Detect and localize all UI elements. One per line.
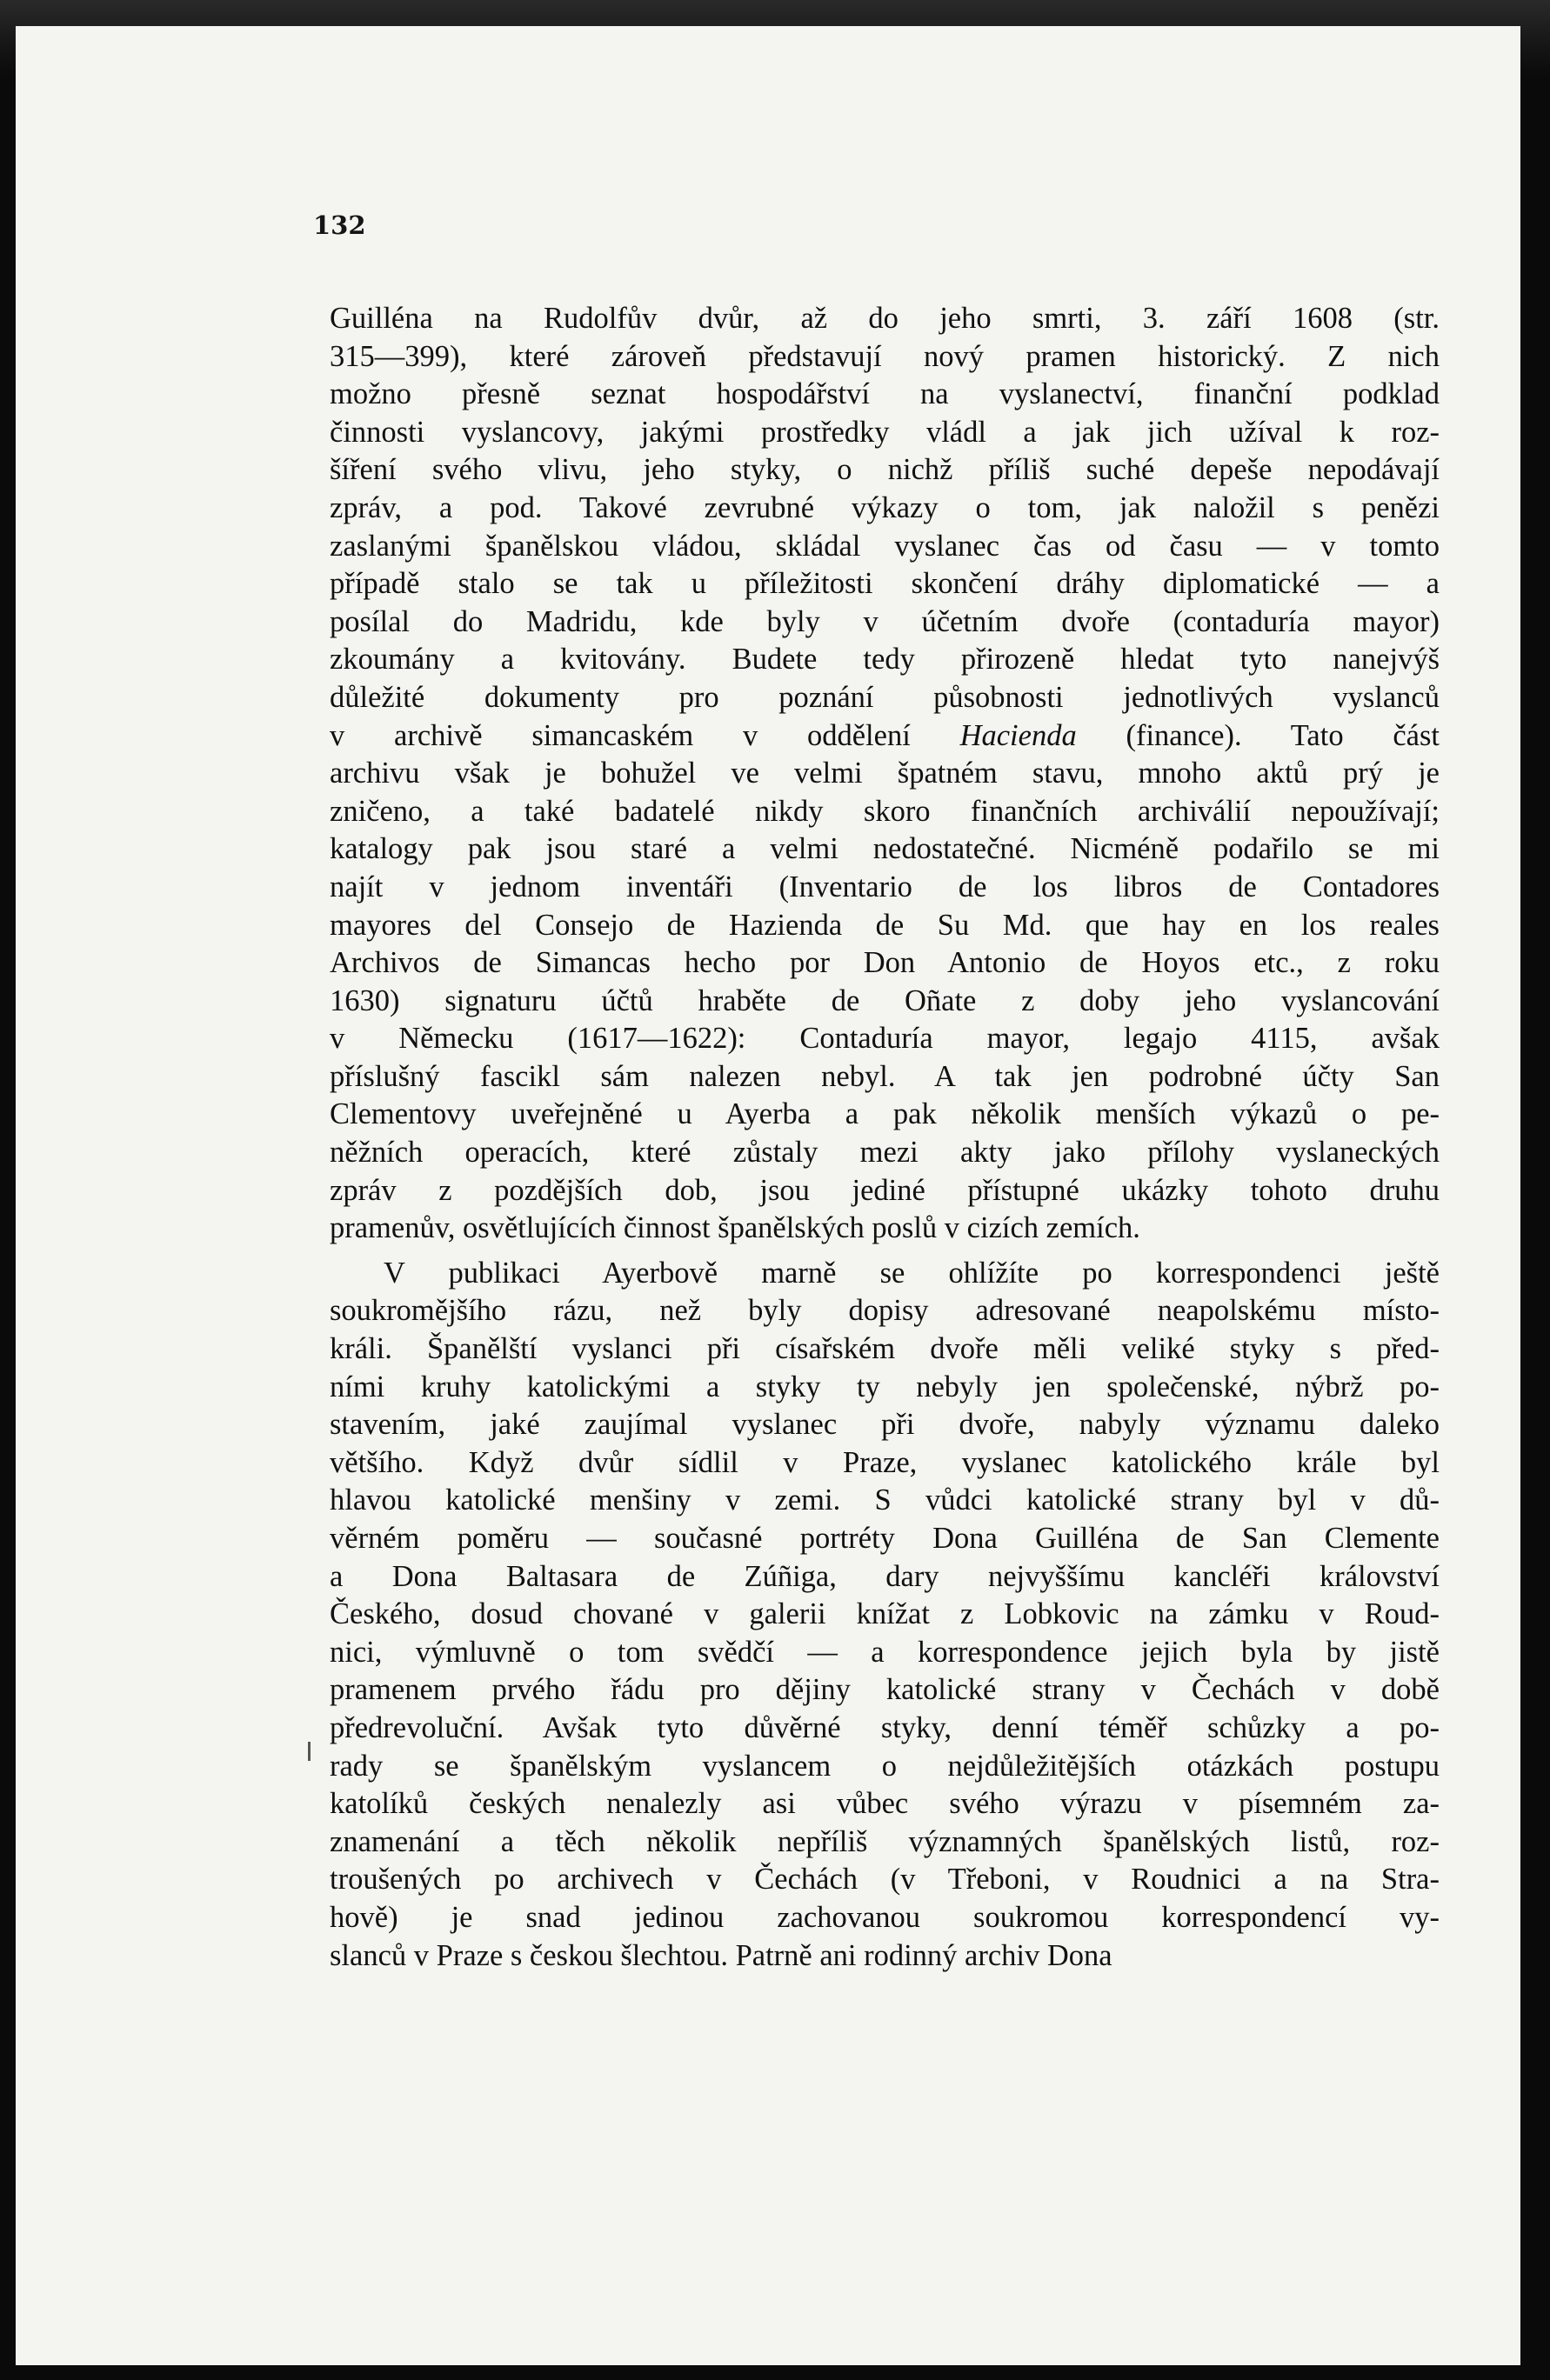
text-line: ními kruhy katolickými a styky ty nebyly jen společenské, nýbrž po- (330, 1370, 1440, 1403)
text-line: většího. Když dvůr sídlil v Praze, vyslanec katolického krále byl (330, 1445, 1440, 1479)
text-line: Guilléna na Rudolfův dvůr, až do jeho smrti, 3. září 1608 (str. (330, 302, 1440, 335)
text-line: šíření svého vlivu, jeho styky, o nichž příliš suché depeše nepodávají (330, 453, 1440, 487)
text-line: stavením, jaké zaujímal vyslanec při dvoře, nabyly významu daleko (330, 1408, 1440, 1442)
text-line: slanců v Praze s českou šlechtou. Patrně ani rodinný archiv Dona (330, 1938, 1112, 1972)
text-line: nici, výmluvně o tom svědčí — a korrespondence jejich byla by jistě (330, 1635, 1440, 1669)
page-number: 132 (313, 210, 366, 240)
paragraph-2 (330, 1255, 1440, 1975)
text-line: archivu však je bohužel ve velmi špatném stavu, mnoho aktů prý je (330, 757, 1440, 790)
text-line: zpráv, a pod. Takové zevrubné výkazy o tom, jak naložil s penězi (330, 490, 1440, 524)
text-line: 1630) signaturu účtů hraběte de Oñate z doby jeho vyslancování (330, 983, 1440, 1017)
text-line: hově) je snad jedinou zachovanou soukromou korrespondencí vy- (330, 1900, 1440, 1934)
text-line: v archivě simancaském v oddělení Hacienda (finance). Tato část (330, 718, 1440, 752)
text-line: příslušný fascikl sám nalezen nebyl. A tak jen podrobné účty San (330, 1059, 1440, 1093)
text-line: zkoumány a kvitovány. Budete tedy přirozeně hledat tyto nanejvýš (330, 643, 1440, 677)
text-line: Clementovy uveřejněné u Ayerba a pak několik menších výkazů o pe- (330, 1097, 1440, 1131)
text-line: katolíků českých nenalezly asi vůbec svého výrazu v písemném za- (330, 1787, 1440, 1821)
text-line: něžních operacích, které zůstaly mezi akty jako přílohy vyslaneckých (330, 1136, 1440, 1170)
text-line: soukromějšího rázu, než byly dopisy adresované neapolskému místo- (330, 1294, 1440, 1328)
text-line: posílal do Madridu, kde byly v účetním dvoře (contaduría mayor) (330, 604, 1440, 638)
paragraph-1 (330, 300, 1440, 1248)
text-line: troušených po archivech v Čechách (v Třeboni, v Roudnici a na Stra- (330, 1863, 1440, 1897)
text-line: činnosti vyslancovy, jakými prostředky vládl a jak jich užíval k roz- (330, 415, 1440, 449)
text-line: králi. Španělští vyslanci při císařském dvoře měli veliké styky s před- (330, 1332, 1440, 1366)
margin-mark (308, 1742, 311, 1761)
text-line: v Německu (1617—1622): Contaduría mayor, legajo 4115, avšak (330, 1022, 1440, 1056)
text-line: zaslanými španělskou vládou, skládal vyslanec čas od času — v tomto (330, 529, 1440, 563)
text-line: možno přesně seznat hospodářství na vyslanectví, finanční podklad (330, 377, 1440, 411)
text-line: mayores del Consejo de Hazienda de Su Md. que hay en los reales (330, 908, 1440, 942)
text-line: Archivos de Simancas hecho por Don Antonio de Hoyos etc., z roku (330, 946, 1440, 980)
text-line: rady se španělským vyslancem o nejdůležitějších otázkách postupu (330, 1749, 1440, 1783)
text-line: pramenův, osvětlujících činnost španělských poslů v cizích zemích. (330, 1211, 1140, 1245)
text-line: případě stalo se tak u příležitosti skončení dráhy diplomatické — a (330, 567, 1440, 601)
text-line: 315—399), které zároveň představují nový pramen historický. Z nich (330, 339, 1440, 373)
text-line: důležité dokumenty pro poznání působnosti jednotlivých vyslanců (330, 680, 1440, 714)
text-line: předrevoluční. Avšak tyto důvěrné styky, denní téměř schůzky a po- (330, 1710, 1440, 1744)
text-line: katalogy pak jsou staré a velmi nedostatečné. Nicméně podařilo se mi (330, 832, 1440, 866)
text-line: Českého, dosud chované v galerii knížat z Lobkovic na zámku v Roud- (330, 1597, 1440, 1631)
text-line: najít v jednom inventáři (Inventario de los libros de Contadores (330, 870, 1440, 903)
text-line: pramenem prvého řádu pro dějiny katolické strany v Čechách v době (330, 1673, 1440, 1707)
text-line: V publikaci Ayerbově marně se ohlížíte po korrespondenci ještě (384, 1256, 1440, 1290)
text-line: věrném poměru — současné portréty Dona Guilléna de San Clemente (330, 1522, 1440, 1555)
text-line: a Dona Baltasara de Zúñiga, dary nejvyššímu kancléři království (330, 1559, 1440, 1593)
body-text (330, 300, 1440, 1975)
text-line: hlavou katolické menšiny v zemi. S vůdci katolické strany byl v dů- (330, 1483, 1440, 1517)
text-line: zničeno, a také badatelé nikdy skoro finančních archiválií nepoužívají; (330, 794, 1440, 828)
text-line: zpráv z pozdějších dob, jsou jediné přístupné ukázky tohoto druhu (330, 1173, 1440, 1207)
text-line: znamenání a těch několik nepříliš významných španělských listů, roz- (330, 1824, 1440, 1858)
